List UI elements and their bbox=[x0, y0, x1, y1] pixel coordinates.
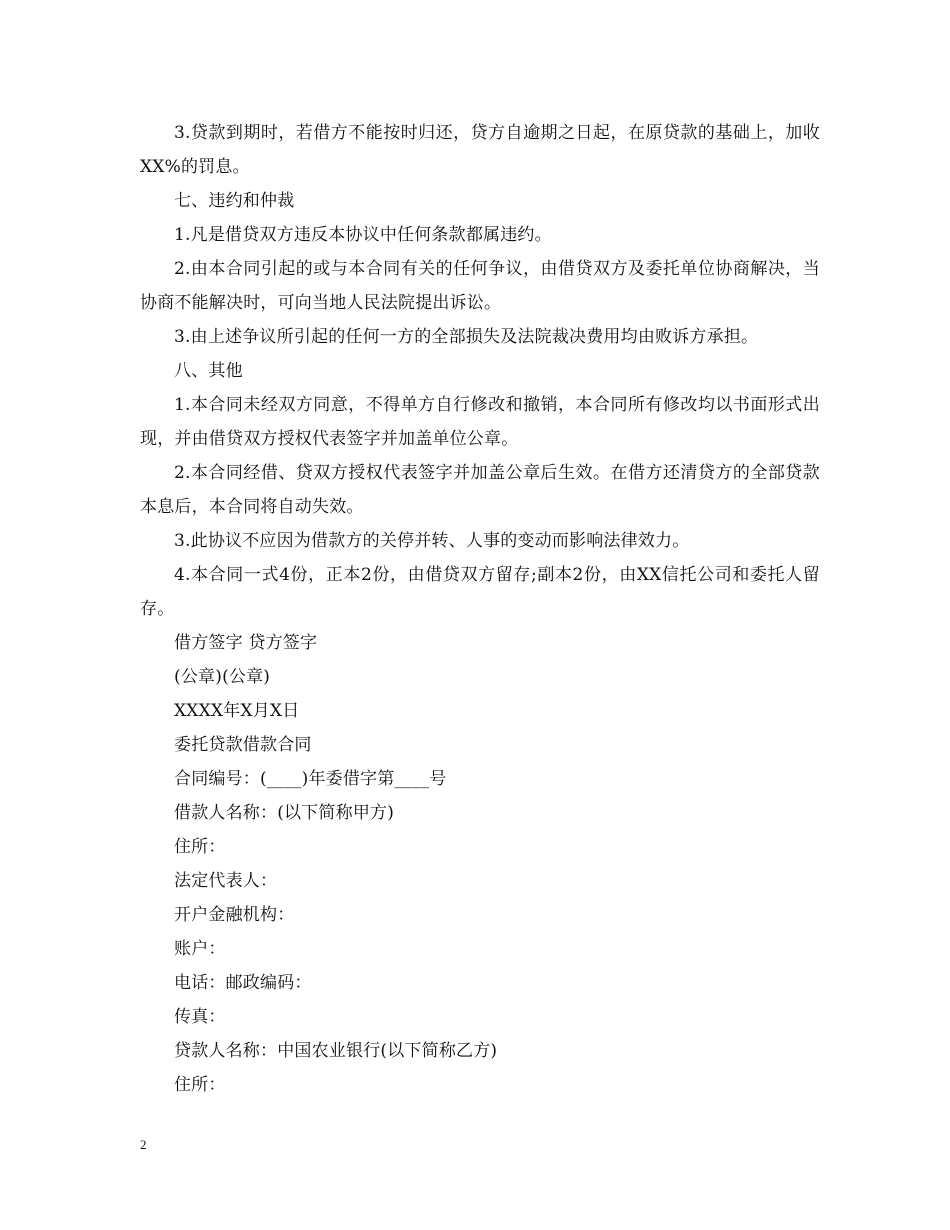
paragraph: 1.凡是借贷双方违反本协议中任何条款都属违约。 bbox=[174, 225, 552, 245]
lender-name: 贷款人名称：中国农业银行(以下简称乙方) bbox=[174, 1041, 498, 1061]
section-heading: 八、其他 bbox=[174, 361, 243, 381]
fax: 传真： bbox=[174, 1007, 226, 1027]
seal-line: (公章)(公章) bbox=[174, 667, 271, 687]
paragraph: 2.本合同经借、贷双方授权代表签字并加盖公章后生效。在借方还清贷方的全部贷款本息后，本合同将自动失效。 bbox=[140, 463, 820, 517]
phone-postcode: 电话：邮政编码： bbox=[174, 973, 312, 993]
borrower-name: 借款人名称：(以下简称甲方) bbox=[174, 803, 395, 823]
legal-representative: 法定代表人： bbox=[174, 871, 278, 891]
bank-institution: 开户金融机构： bbox=[174, 905, 295, 925]
paragraph: 1.本合同未经双方同意，不得单方自行修改和撤销，本合同所有修改均以书面形式出现，并由借贷双方授权代表签字并加盖单位公章。 bbox=[140, 395, 820, 449]
paragraph: 2.由本合同引起的或与本合同有关的任何争议，由借贷双方及委托单位协商解决，当协商不能解决时，可向当地人民法院提出诉讼。 bbox=[140, 259, 820, 313]
signature-line: 借方签字 贷方签字 bbox=[174, 633, 318, 653]
paragraph: 3.贷款到期时，若借方不能按时归还，贷方自逾期之日起，在原贷款的基础上，加收XX%的罚息。 bbox=[140, 123, 820, 177]
section-heading: 七、违约和仲裁 bbox=[174, 191, 295, 211]
contract-title: 委托贷款借款合同 bbox=[174, 735, 312, 755]
account: 账户： bbox=[174, 939, 226, 959]
document-body bbox=[140, 116, 820, 1102]
paragraph: 4.本合同一式4份，正本2份，由借贷双方留存;副本2份，由XX信托公司和委托人留存。 bbox=[140, 565, 820, 619]
date-line: XXXX年X月X日 bbox=[174, 701, 300, 721]
paragraph: 3.由上述争议所引起的任何一方的全部损失及法院裁决费用均由败诉方承担。 bbox=[174, 327, 759, 347]
borrower-address: 住所： bbox=[174, 837, 226, 857]
lender-address: 住所： bbox=[174, 1075, 226, 1095]
paragraph: 3.此协议不应因为借款方的关停并转、人事的变动而影响法律效力。 bbox=[174, 531, 690, 551]
page-number: 2 bbox=[140, 1137, 147, 1152]
contract-number: 合同编号：(____)年委借字第____号 bbox=[174, 769, 447, 789]
